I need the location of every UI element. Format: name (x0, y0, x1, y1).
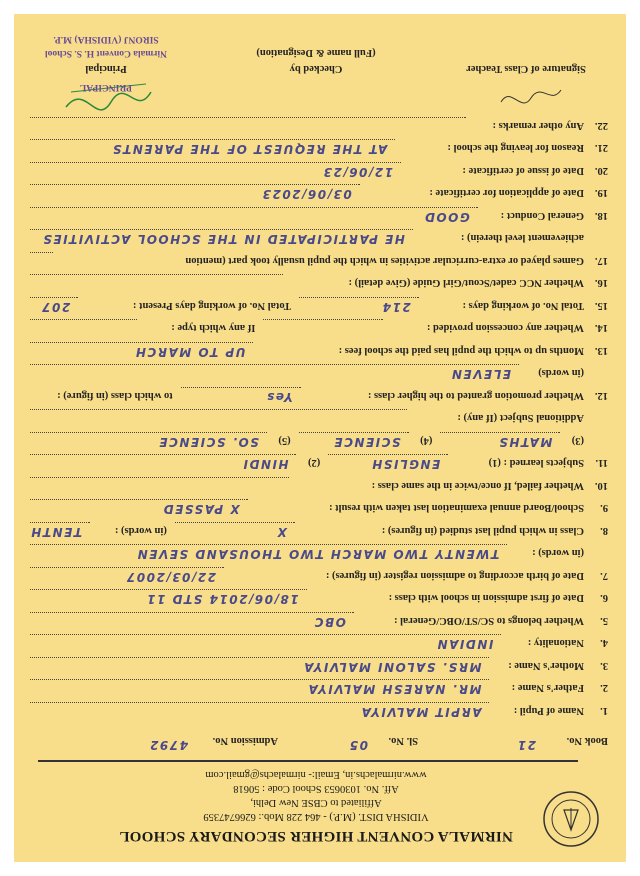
field-value: HINDI (242, 457, 289, 472)
stamp-principal: PRINCIPAL (79, 82, 133, 92)
admission-no-value: 4792 (148, 738, 188, 752)
field-underline (30, 657, 490, 658)
field-label: School/Board annual examination last taken with result : (328, 502, 584, 514)
field-value: INDIAN (436, 637, 494, 652)
field-number: 11. (595, 457, 608, 469)
field-underline (30, 342, 254, 343)
book-no-value: 21 (516, 738, 536, 752)
field-row (28, 340, 608, 360)
field-number: 5. (600, 615, 608, 626)
field-value: 18/06/2014 STD 11 (145, 592, 299, 607)
field-underline (30, 162, 401, 163)
class-teacher-signature-label: Signature of Class Teacher (466, 63, 586, 74)
field-underline (30, 477, 289, 478)
field-label: to which class (in figure) : (57, 390, 173, 401)
field-underline (30, 702, 490, 703)
admission-no-label: Admission No. (212, 735, 278, 746)
field-value: ENGLISH (370, 457, 441, 472)
field-number: 3. (600, 660, 608, 671)
field-number: 4. (600, 637, 608, 649)
field-value: 12/06/23 (322, 165, 393, 179)
field-label: Class in which pupil last studied (in figures) : (381, 525, 584, 536)
field-label: Games played or extra-curricular activities in which the pupil usually took part (mention (185, 255, 584, 266)
field-label: Additional Subject (If any) : (457, 412, 584, 424)
field-label: (3) (571, 435, 584, 446)
field-number: 22. (594, 120, 608, 131)
field-label: Date of issue of certificate : (462, 165, 584, 176)
field-row (28, 453, 608, 473)
field-row (28, 385, 608, 405)
field-value: 22/03/2007 (125, 570, 216, 584)
field-row (28, 363, 608, 383)
field-label: (5) (278, 435, 291, 446)
field-row (28, 228, 608, 248)
field-value: HE PARTICIPATED IN THE SCHOOL ACTIVITIES (41, 232, 405, 247)
field-number: 19. (594, 187, 608, 199)
field-row (28, 430, 608, 450)
field-underline (30, 185, 360, 186)
field-number: 8. (600, 525, 608, 536)
field-label: (2) (307, 457, 321, 469)
field-label: Father's Name : (511, 682, 584, 694)
field-label: Total No. of working days Present : (132, 300, 291, 311)
field-underline (30, 410, 407, 411)
field-row (28, 498, 608, 518)
field-underline (299, 297, 419, 298)
field-label: Date of first admission in school with class : (388, 592, 584, 604)
school-web: www.nirmalachs.in, Email:- nirmalachs@gmail.com (205, 769, 427, 780)
field-value: X PASSED (162, 502, 240, 517)
field-number: 7. (600, 570, 608, 581)
field-row (28, 408, 608, 428)
certificate-sheet (14, 14, 626, 862)
field-underline (299, 432, 409, 433)
field-row (28, 318, 608, 338)
field-underline (30, 612, 354, 613)
field-underline (30, 522, 90, 523)
header-divider (38, 760, 578, 762)
field-value: SCIENCE (332, 435, 401, 449)
field-value: UP TO MARCH (134, 345, 246, 359)
field-underline (30, 230, 413, 231)
field-value: MR. NARESH MALVIYA (306, 682, 482, 697)
field-underline (30, 297, 78, 298)
field-label: Total No. of working days : (462, 300, 584, 311)
field-value: ELEVEN (450, 367, 511, 382)
field-label: (in words) : (532, 547, 584, 559)
field-underline (30, 590, 307, 591)
principal-signature-icon (56, 72, 156, 122)
field-value: 214 (381, 300, 411, 314)
field-value: MRS. SALONI MALVIYA (302, 660, 482, 674)
field-label: Mother's Name : (508, 660, 584, 671)
field-underline (30, 432, 267, 433)
field-underline (328, 455, 448, 456)
field-row (28, 565, 608, 585)
field-row (28, 678, 608, 698)
teacher-signature-icon (496, 80, 566, 110)
field-number: 1. (600, 705, 608, 716)
field-row (28, 543, 608, 563)
field-value: SO. SCIENCE (157, 435, 259, 449)
field-number: 14. (594, 322, 608, 334)
field-label: General Conduct : (500, 210, 584, 221)
field-number: 2. (600, 682, 608, 694)
field-value: 03/06/2023 (261, 187, 352, 202)
sl-no-value: 05 (348, 738, 368, 752)
field-row (28, 205, 608, 225)
checked-by-label: Checked by (289, 63, 343, 74)
field-label: (4) (420, 435, 433, 446)
field-underline (30, 680, 490, 681)
field-value: AT THE REQUEST OF THE PARENTS (111, 142, 388, 157)
stamp-school: Nirmala Convent H. S. School (45, 48, 167, 58)
field-label: (in words) (538, 367, 584, 379)
field-label: Whether failed, If once/twice in the same class : (371, 480, 584, 491)
field-label: If any which type : (171, 322, 256, 334)
field-number: 12. (594, 390, 608, 401)
field-underline (30, 275, 283, 276)
field-number: 13. (594, 345, 608, 356)
field-underline (30, 455, 297, 456)
full-name-designation-label: (Full name & Designation) (256, 47, 376, 58)
field-underline (30, 365, 519, 366)
field-label: Subjects learned : (1) (488, 457, 584, 469)
field-number: 17. (594, 255, 608, 266)
field-label: Date of application for certificate : (429, 187, 584, 199)
field-value: GOOD (423, 210, 470, 224)
field-row (28, 475, 608, 495)
field-number: 10. (594, 480, 608, 491)
field-label: Whether belongs to SC/ST/OBC/General : (394, 615, 584, 626)
certificate-content (14, 14, 626, 862)
field-row (28, 610, 608, 630)
field-underline (30, 500, 248, 501)
field-row (28, 138, 608, 158)
field-label: Nationality : (527, 637, 584, 649)
field-label: Whether any concession provided : (426, 322, 584, 334)
field-underline (30, 140, 395, 141)
field-label: achievement level therein) : (460, 232, 584, 244)
field-underline (30, 545, 507, 546)
field-underline (30, 252, 53, 253)
field-number: 9. (600, 502, 608, 514)
school-address: VIDISHA DIST. (M.P.) - 464 228 Mob.: 6266747359 (203, 811, 429, 822)
field-number: 20. (594, 165, 608, 176)
field-label: Months up to which the pupil has paid the school fees : (338, 345, 584, 356)
school-affiliation: Affiliated to CBSE New Delhi, (250, 797, 382, 808)
field-number: 16. (594, 277, 608, 289)
field-number: 15. (594, 300, 608, 311)
field-number: 18. (594, 210, 608, 221)
field-label: Any other remarks : (492, 120, 584, 131)
field-underline (181, 387, 301, 388)
field-underline (263, 320, 383, 321)
field-row (28, 273, 608, 293)
stamp-place: SIRONJ (VIDISHA) M.P. (53, 34, 159, 44)
field-number: 21. (594, 142, 608, 154)
field-underline (30, 320, 137, 321)
field-number: 6. (600, 592, 608, 604)
field-row (28, 700, 608, 720)
field-value: OBC (313, 615, 346, 629)
field-underline (30, 207, 478, 208)
field-label: (in words) : (114, 525, 167, 536)
field-value: MATHS (497, 435, 553, 449)
field-value: TWENTY TWO MARCH TWO THOUSAND SEVEN (136, 547, 500, 562)
field-row (28, 295, 608, 315)
field-underline (30, 567, 224, 568)
field-row (28, 655, 608, 675)
school-aff-no: Aff. No. 1030653 School Code : 50618 (233, 783, 399, 794)
field-underline (440, 432, 560, 433)
field-value: 207 (40, 300, 71, 314)
field-row (28, 520, 608, 540)
field-underline (175, 522, 295, 523)
field-value: X (276, 525, 287, 539)
field-label: Whether promotion granted to the higher class : (367, 390, 584, 401)
sl-no-label: Sl. No. (388, 735, 418, 746)
field-row (28, 588, 608, 608)
field-row (28, 250, 608, 270)
field-underline (30, 635, 501, 636)
school-name: NIRMALA CONVENT HIGHER SECONDARY SCHOOL (119, 828, 513, 844)
field-label: Name of Pupil : (513, 705, 584, 716)
field-value: Yes (265, 390, 293, 404)
field-value: ARPIT MALVIYA (360, 705, 482, 719)
field-row (28, 183, 608, 203)
principal-label: Principal (85, 63, 127, 74)
field-label: Whether NCC cadet/Scout/Girl Guide (Give detail) : (348, 277, 584, 289)
field-row (28, 160, 608, 180)
field-label: Reason for leaving the school : (447, 142, 584, 154)
top-numbers-row (28, 730, 608, 750)
field-row (28, 633, 608, 653)
field-value: TENTH (29, 525, 82, 539)
book-no-label: Book No. (566, 735, 608, 746)
field-label: Date of birth according to admission register (in figures) : (325, 570, 584, 581)
